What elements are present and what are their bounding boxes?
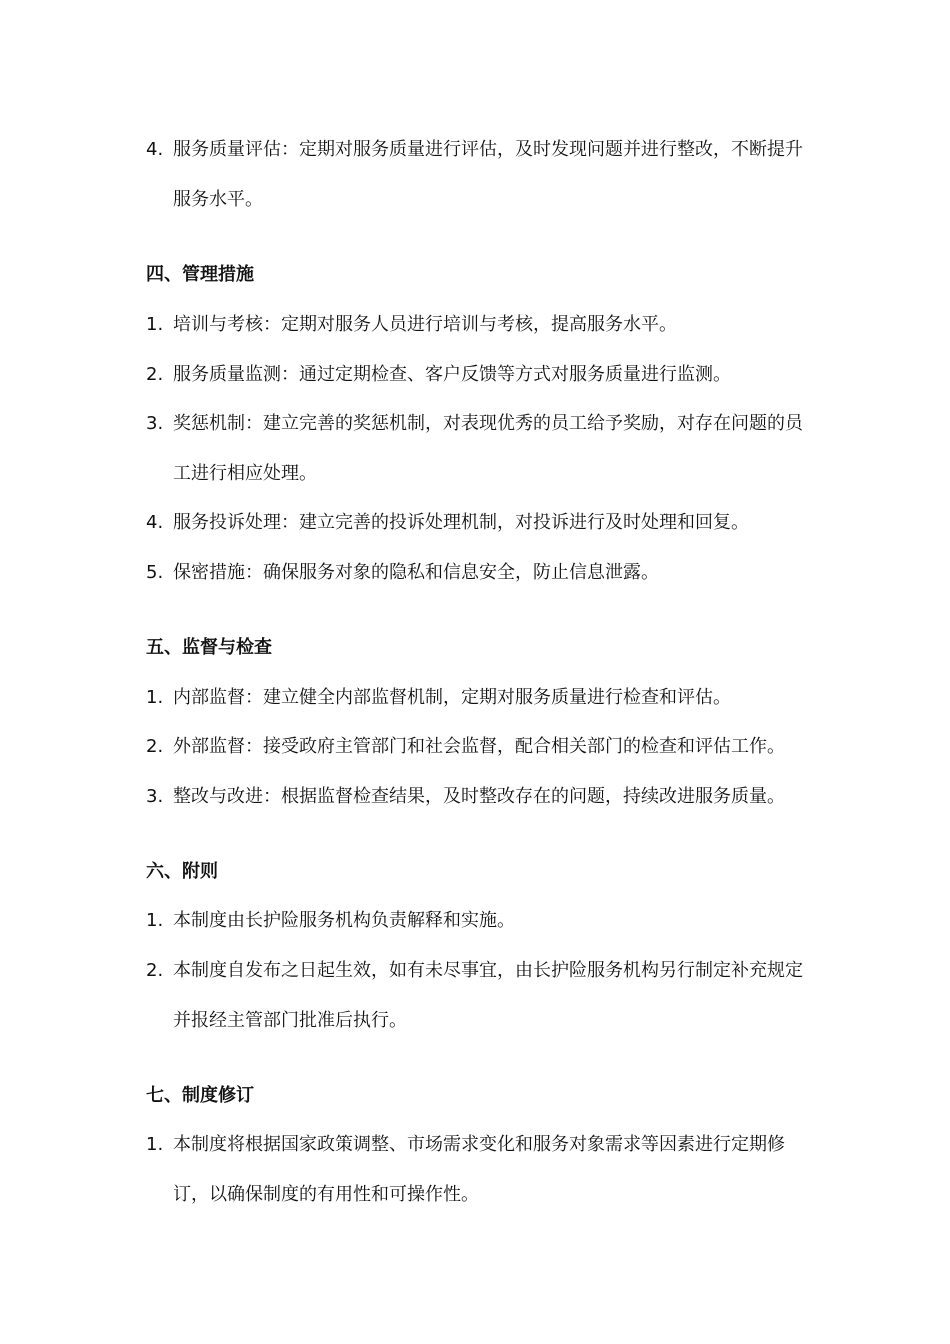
section-heading: 四、管理措施	[146, 264, 254, 285]
list-text: 服务质量评估：定期对服务质量进行评估，及时发现问题并进行整改，不断提升服务水平。	[173, 139, 803, 210]
list-number: 2.	[146, 960, 164, 981]
list-item	[146, 125, 816, 225]
list-item	[146, 896, 816, 946]
list-number: 4.	[146, 512, 164, 533]
list-item	[146, 772, 816, 822]
list-item	[146, 498, 816, 548]
list-item	[146, 399, 816, 499]
list-text: 服务投诉处理：建立完善的投诉处理机制，对投诉进行及时处理和回复。	[173, 512, 749, 533]
list-text: 本制度自发布之日起生效，如有未尽事宜，由长护险服务机构另行制定补充规定并报经主管部门批准后执行。	[173, 960, 803, 1031]
list-number: 1.	[146, 687, 164, 708]
list-text: 外部监督：接受政府主管部门和社会监督，配合相关部门的检查和评估工作。	[173, 736, 785, 757]
list-number: 4.	[146, 139, 164, 160]
list-item	[146, 350, 816, 400]
list-text: 本制度由长护险服务机构负责解释和实施。	[173, 910, 515, 931]
list-item	[146, 946, 816, 1046]
list-text: 内部监督：建立健全内部监督机制，定期对服务质量进行检查和评估。	[173, 687, 731, 708]
section-heading: 七、制度修订	[146, 1085, 254, 1106]
list-item	[146, 300, 816, 350]
list-number: 2.	[146, 736, 164, 757]
list-text: 整改与改进：根据监督检查结果，及时整改存在的问题，持续改进服务质量。	[173, 786, 785, 807]
list-text: 保密措施：确保服务对象的隐私和信息安全，防止信息泄露。	[173, 562, 659, 583]
list-number: 5.	[146, 562, 164, 583]
list-text: 本制度将根据国家政策调整、市场需求变化和服务对象需求等因素进行定期修订，以确保制度的有用性和可操作性。	[173, 1134, 785, 1205]
list-number: 2.	[146, 364, 164, 385]
list-number: 3.	[146, 413, 164, 434]
section-heading: 五、监督与检查	[146, 637, 272, 658]
list-item	[146, 722, 816, 772]
list-item	[146, 673, 816, 723]
list-item	[146, 1120, 816, 1220]
list-text: 服务质量监测：通过定期检查、客户反馈等方式对服务质量进行监测。	[173, 364, 731, 385]
list-item	[146, 548, 816, 598]
section-heading: 六、附则	[146, 861, 218, 882]
list-number: 1.	[146, 1134, 164, 1155]
list-number: 1.	[146, 910, 164, 931]
list-text: 培训与考核：定期对服务人员进行培训与考核，提高服务水平。	[173, 314, 677, 335]
list-number: 1.	[146, 314, 164, 335]
list-number: 3.	[146, 786, 164, 807]
list-text: 奖惩机制：建立完善的奖惩机制，对表现优秀的员工给予奖励，对存在问题的员工进行相应处理。	[173, 413, 803, 484]
